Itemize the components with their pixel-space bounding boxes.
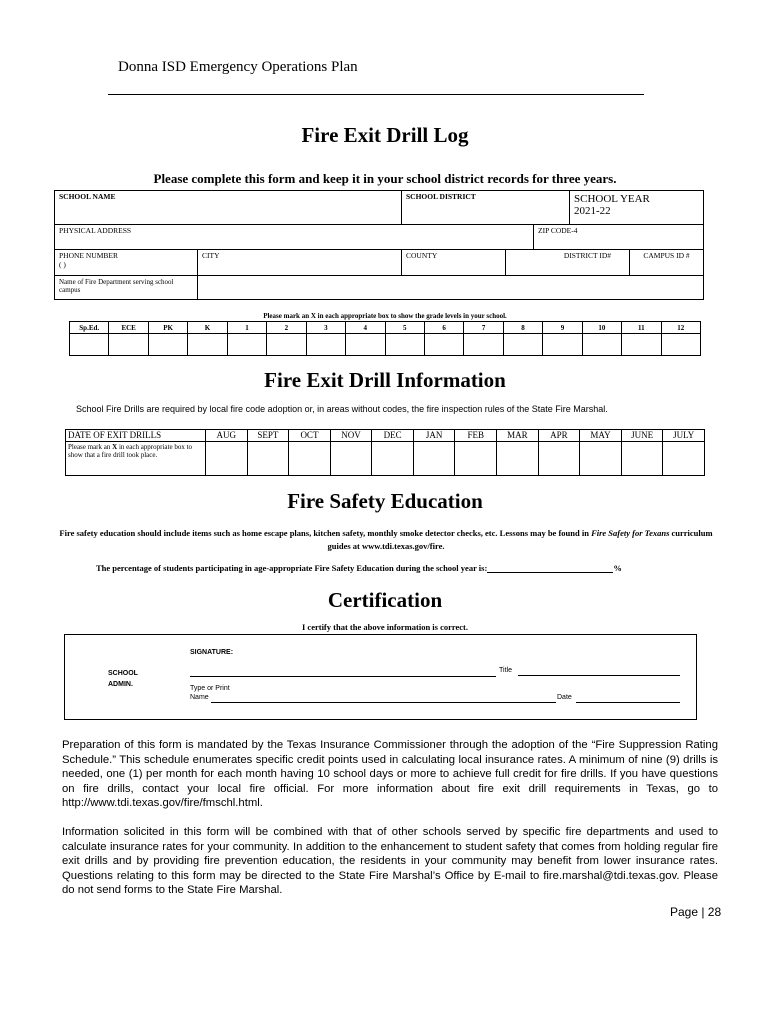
- type-or-print-label: Type or Print: [190, 685, 230, 692]
- percentage-label: The percentage of students participating in age-appropriate Fire Safety Education during the school year is:: [96, 563, 488, 573]
- school-year-field[interactable]: [569, 191, 703, 224]
- month-label: MAR: [497, 430, 539, 442]
- phone-number-format: ( ): [59, 259, 66, 269]
- information-paragraph: Information solicited in this form will be combined with that of other schools served by specific fire departments and used to calculate insurance rates for your community. In addition to the enhancement to student safety that comes from holding regular fire exit drills and by providing fire prevention education, the residents in your community may benefit from lower insurance rates. Questions relating to this form may be directed to the State Fire Marshal’s Office by E-mail to fire.marshal@tdi.texas.gov. Please do not send forms to the State Fire Marshal.: [62, 826, 718, 897]
- grade-level-checkbox[interactable]: [306, 334, 345, 356]
- month-drill-checkbox[interactable]: [455, 442, 497, 476]
- district-id-label: DISTRICT ID#: [563, 251, 611, 260]
- name-line[interactable]: [211, 702, 556, 703]
- month-drill-checkbox[interactable]: [330, 442, 372, 476]
- school-district-field[interactable]: [401, 191, 569, 224]
- county-field[interactable]: [401, 249, 505, 275]
- date-line[interactable]: [576, 702, 680, 703]
- page-number: Page | 28: [670, 905, 722, 919]
- title-line[interactable]: [518, 675, 680, 676]
- grade-level-label: 1: [227, 322, 266, 334]
- grade-level-label: 2: [267, 322, 306, 334]
- month-label: DEC: [372, 430, 414, 442]
- school-info-box: [54, 190, 704, 300]
- month-drill-checkbox[interactable]: [538, 442, 580, 476]
- fire-department-label-cell: [55, 275, 197, 299]
- document-header: Donna ISD Emergency Operations Plan: [118, 59, 358, 75]
- district-id-field[interactable]: [505, 249, 629, 275]
- month-label: MAY: [580, 430, 622, 442]
- grade-level-checkbox[interactable]: [188, 334, 227, 356]
- signature-label: SIGNATURE:: [190, 649, 234, 656]
- grade-levels-caption: Please mark an X in each appropriate box to show the grade levels in your school.: [263, 312, 507, 320]
- grade-level-label: ECE: [109, 322, 148, 334]
- month-drill-checkbox[interactable]: [497, 442, 539, 476]
- month-label: SEPT: [247, 430, 289, 442]
- phone-number-label: PHONE NUMBER: [59, 251, 118, 260]
- physical-address-field[interactable]: [55, 224, 533, 249]
- grade-level-checkbox[interactable]: [582, 334, 621, 356]
- exit-drills-mark-note: Please mark an X in each appropriate box to show that a fire drill took place.: [66, 442, 206, 476]
- form-title: Fire Exit Drill Log: [301, 123, 469, 147]
- grade-level-checkbox[interactable]: [661, 334, 700, 356]
- physical-address-label: PHYSICAL ADDRESS: [59, 226, 132, 235]
- education-text: Fire safety education should include items such as home escape plans, kitchen safety, monthly smoke detector checks, etc. Lessons may be found in Fire Safety for Texans curriculum guides at www.tdi.texas.gov/fire.: [59, 528, 713, 551]
- month-drill-checkbox[interactable]: [413, 442, 455, 476]
- title-label: Title: [499, 667, 512, 674]
- grade-level-label: 5: [385, 322, 424, 334]
- percentage-line: [96, 563, 622, 573]
- month-label: AUG: [206, 430, 248, 442]
- name-label: Name: [190, 694, 209, 701]
- school-admin-label: SCHOOL ADMIN.: [108, 670, 138, 688]
- phone-number-field[interactable]: [55, 249, 197, 275]
- month-drill-checkbox[interactable]: [372, 442, 414, 476]
- month-label: JUNE: [621, 430, 663, 442]
- month-drill-checkbox[interactable]: [580, 442, 622, 476]
- month-drill-checkbox[interactable]: [206, 442, 248, 476]
- city-field[interactable]: [197, 249, 401, 275]
- month-label: FEB: [455, 430, 497, 442]
- date-label: Date: [557, 694, 572, 701]
- school-name-field[interactable]: [55, 191, 401, 224]
- month-drill-checkbox[interactable]: [247, 442, 289, 476]
- grade-level-checkbox[interactable]: [267, 334, 306, 356]
- county-label: COUNTY: [406, 251, 438, 260]
- certification-box: [64, 634, 697, 720]
- month-label: JULY: [663, 430, 705, 442]
- school-name-label: SCHOOL NAME: [59, 192, 116, 201]
- form-instruction: Please complete this form and keep it in your school district records for three years.: [153, 171, 617, 186]
- fire-department-label: Name of Fire Department serving school campus: [59, 278, 174, 295]
- education-title: Fire Safety Education: [287, 489, 483, 513]
- grade-level-label: K: [188, 322, 227, 334]
- grade-level-checkbox[interactable]: [503, 334, 542, 356]
- zip-code-field[interactable]: [533, 224, 703, 249]
- campus-id-field[interactable]: [629, 249, 703, 275]
- month-label: JAN: [413, 430, 455, 442]
- grade-level-label: 11: [622, 322, 661, 334]
- percent-sign: %: [613, 563, 622, 573]
- month-label: NOV: [330, 430, 372, 442]
- school-year-value: 2021-22: [574, 205, 611, 218]
- grade-level-checkbox[interactable]: [464, 334, 503, 356]
- grade-level-checkbox[interactable]: [109, 334, 148, 356]
- exit-drills-table: [65, 429, 705, 476]
- school-year-label: SCHOOL YEAR: [574, 193, 650, 205]
- grade-level-label: 7: [464, 322, 503, 334]
- grade-level-label: Sp.Ed.: [70, 322, 109, 334]
- campus-id-label: CAMPUS ID #: [643, 251, 690, 260]
- grade-level-checkbox[interactable]: [346, 334, 385, 356]
- month-label: APR: [538, 430, 580, 442]
- drill-info-title: Fire Exit Drill Information: [264, 368, 506, 392]
- grade-level-label: 10: [582, 322, 621, 334]
- month-label: OCT: [289, 430, 331, 442]
- drill-requirement-note: School Fire Drills are required by local fire code adoption or, in areas without codes, the fire inspection rules of the State Fire Marshal.: [76, 404, 608, 414]
- grade-level-checkbox[interactable]: [622, 334, 661, 356]
- grade-level-label: 9: [543, 322, 582, 334]
- certification-title: Certification: [327, 588, 443, 612]
- grade-level-label: 6: [424, 322, 463, 334]
- grade-level-label: 3: [306, 322, 345, 334]
- certification-statement: I certify that the above information is correct.: [301, 622, 469, 632]
- grade-level-label: 12: [661, 322, 700, 334]
- grade-levels-table: [69, 321, 701, 356]
- grade-level-checkbox[interactable]: [70, 334, 109, 356]
- grade-level-label: 4: [346, 322, 385, 334]
- grade-level-checkbox[interactable]: [227, 334, 266, 356]
- grade-level-label: 8: [503, 322, 542, 334]
- grade-level-checkbox[interactable]: [385, 334, 424, 356]
- month-drill-checkbox[interactable]: [663, 442, 705, 476]
- month-drill-checkbox[interactable]: [621, 442, 663, 476]
- month-drill-checkbox[interactable]: [289, 442, 331, 476]
- grade-level-checkbox[interactable]: [424, 334, 463, 356]
- grade-level-label: PK: [148, 322, 187, 334]
- percentage-input[interactable]: [487, 564, 613, 573]
- mandate-paragraph: Preparation of this form is mandated by the Texas Insurance Commissioner through the adoption of the “Fire Suppression Rating Schedule.” This schedule enumerates specific credit points used in calculating local insurance rates. A minimum of nine (9) drills is needed, one (1) per month for each month having 10 school days or more to achieve full credit for fire drills. If you have questions on fire drills, contact your local fire official. For more information about fire exit drill requirements in Texas, go to http://www.tdi.texas.gov/fire/fmschl.html.: [62, 739, 718, 810]
- zip-code-label: ZIP CODE-4: [538, 226, 578, 235]
- city-label: CITY: [202, 251, 220, 260]
- date-of-exit-drills-label: DATE OF EXIT DRILLS: [66, 430, 206, 442]
- fire-department-field[interactable]: [197, 275, 703, 299]
- grade-level-checkbox[interactable]: [148, 334, 187, 356]
- school-district-label: SCHOOL DISTRICT: [406, 192, 476, 201]
- grade-level-checkbox[interactable]: [543, 334, 582, 356]
- signature-line[interactable]: [190, 676, 496, 677]
- header-divider: [108, 94, 644, 95]
